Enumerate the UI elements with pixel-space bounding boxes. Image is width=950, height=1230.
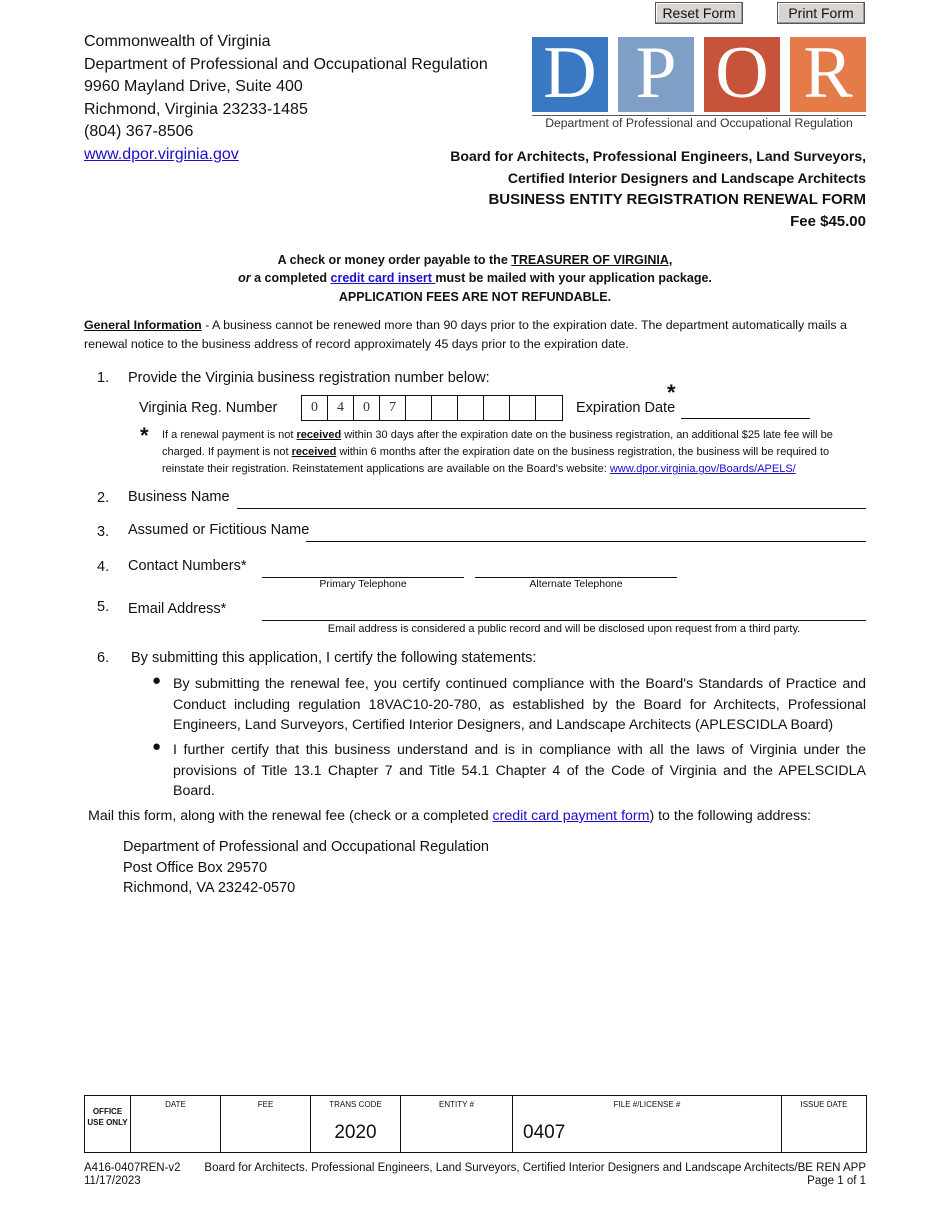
office-entity-cell: ENTITY # (401, 1096, 513, 1153)
treasurer-text: TREASURER OF VIRGINIA, (511, 253, 673, 267)
fictitious-name-field[interactable] (306, 541, 866, 542)
logo-caption: Department of Professional and Occupational Regulation (545, 116, 853, 130)
payment-line-1: A check or money order payable to the TREASURER OF VIRGINIA, (277, 253, 673, 267)
email-address-label: Email Address* (128, 601, 227, 617)
item-2-number: 2. (97, 490, 110, 506)
asterisk-icon: * (667, 380, 676, 405)
address-line-2: Department of Professional and Occupational Regulation (84, 55, 488, 73)
reg-digit-box[interactable] (484, 396, 510, 420)
mailing-address-line-2: Post Office Box 29570 (123, 859, 268, 876)
mailing-address (123, 837, 489, 899)
office-use-table (84, 1095, 867, 1153)
general-info-title: General Information (84, 318, 202, 332)
reg-digit-box[interactable] (432, 396, 458, 420)
business-name-field[interactable] (237, 508, 866, 509)
footer-board: Board for Architects. Professional Engineers, Land Surveyors, Certified Interior Designers and Landscape Architects/BE REN APP Page 1 of 1 (204, 1162, 866, 1187)
address-line-4: Richmond, Virginia 23233-1485 (84, 100, 308, 118)
board-line-2: Certified Interior Designers and Landscape Architects (507, 170, 866, 186)
item-6-text: By submitting this application, I certify the following statements: (131, 650, 537, 666)
reg-digit-box[interactable] (458, 396, 484, 420)
mailing-address-line-1: Department of Professional and Occupational Regulation (123, 839, 489, 855)
contact-numbers-label: Contact Numbers* (128, 558, 247, 574)
bullet-dot: ● (152, 738, 162, 755)
item-1-text: Provide the Virginia business registration number below: (128, 370, 490, 386)
website-link[interactable]: www.dpor.virginia.gov (84, 145, 239, 163)
form-title: BUSINESS ENTITY REGISTRATION RENEWAL FORM (488, 191, 866, 208)
office-trans-code-cell: TRANS CODE 2020 (311, 1096, 401, 1153)
office-date-cell: DATE (131, 1096, 221, 1153)
address-line-1: Commonwealth of Virginia (84, 33, 271, 50)
footer-page: Page 1 of 1 (807, 1175, 866, 1187)
logo-letter-p: P (635, 37, 677, 114)
late-fee-note: If a renewal payment is not received within 30 days after the expiration date on the business registration, an additional $25 late fee will be charged. If payment is not received within 6 months after the expiration date on the business registration, the business will be required to reinstate their registration. Reinstatement applications are available on the Board's website: www.dpor.virginia.gov/Boards/APELS/ (162, 429, 833, 475)
reset-form-button[interactable]: Reset Form (655, 2, 743, 24)
expiration-date-field[interactable] (681, 418, 810, 419)
address-phone: (804) 367-8506 (84, 123, 194, 141)
print-form-button[interactable]: Print Form (777, 2, 865, 24)
payment-line-3: APPLICATION FEES ARE NOT REFUNDABLE. (338, 290, 612, 304)
alternate-telephone-caption: Alternate Telephone (529, 578, 623, 590)
reg-number-boxes[interactable] (301, 395, 563, 421)
email-public-record-note: Email address is considered a public record and will be disclosed upon request from a third party. (327, 623, 801, 635)
office-file-cell: FILE #/LICENSE # 0407 (513, 1096, 782, 1153)
mail-instructions: Mail this form, along with the renewal fee (check or a completed credit card payment form) to the following address: (88, 808, 812, 824)
logo-letter-o: O (715, 37, 769, 114)
logo-letter-d: D (543, 37, 597, 114)
fictitious-name-label: Assumed or Fictitious Name (128, 522, 310, 538)
reg-digit-box[interactable]: 0 (354, 396, 380, 420)
reg-digit-box[interactable]: 7 (380, 396, 406, 420)
credit-card-payment-form-link[interactable]: credit card payment form (492, 808, 650, 824)
reg-digit-box[interactable]: 4 (328, 396, 354, 420)
footer-date: 11/17/2023 (84, 1175, 141, 1187)
office-fee-cell: FEE (221, 1096, 311, 1153)
agency-address (84, 31, 488, 167)
footer-form-id: A416-0407REN-v2 11/17/2023 (84, 1162, 181, 1187)
mailing-address-line-3: Richmond, VA 23242-0570 (123, 880, 296, 896)
logo-letter-r: R (803, 37, 853, 114)
apels-board-link[interactable]: www.dpor.virginia.gov/Boards/APELS/ (609, 463, 796, 475)
reg-number-label: Virginia Reg. Number (139, 400, 278, 416)
reg-digit-box[interactable]: 0 (302, 396, 328, 420)
board-line-1: Board for Architects, Professional Engineers, Land Surveyors, (450, 148, 866, 164)
form-fee: Fee $45.00 (790, 213, 866, 230)
bullet-dot: ● (152, 672, 162, 689)
item-4-number: 4. (97, 559, 110, 575)
office-issue-date-cell: ISSUE DATE (782, 1096, 867, 1153)
business-name-label: Business Name (128, 489, 230, 505)
credit-card-insert-link[interactable]: credit card insert (330, 271, 436, 285)
expiration-date-label: Expiration Date (576, 400, 676, 416)
dpor-logo (532, 37, 866, 132)
item-3-number: 3. (97, 524, 110, 540)
file-license-value: 0407 (523, 1122, 566, 1143)
reg-digit-box[interactable] (536, 396, 562, 420)
item-6-number: 6. (97, 650, 110, 666)
office-use-label-cell (85, 1096, 131, 1153)
reg-digit-box[interactable] (406, 396, 432, 420)
item-5-number: 5. (97, 599, 110, 615)
note-asterisk-icon: * (140, 423, 149, 448)
email-address-field[interactable] (262, 620, 866, 621)
reg-digit-box[interactable] (510, 396, 536, 420)
payment-line-2: or a completed credit card insert must be mailed with your application package. (238, 271, 712, 285)
general-information: General Information - A business cannot be renewed more than 90 days prior to the expiration date. The department automatically mails a renewal notice to the business address of record approximately 45 days prior to the expiration date. (84, 318, 847, 351)
certification-statement-1: By submitting the renewal fee, you certify continued compliance with the Board's Standards of Practice and Conduct including regulation 18VAC10-20-780, as established by the Board for Architects, Professional Engineers, Land Surveyors, Certified Interior Designers, and Landscape Architects (APLESCIDLA Board) (173, 676, 866, 733)
primary-telephone-caption: Primary Telephone (319, 578, 407, 590)
address-line-3: 9960 Mayland Drive, Suite 400 (84, 78, 303, 96)
office-use-label: OFFICE USE ONLY (87, 1107, 128, 1127)
certification-statement-2: I further certify that this business understand and is in compliance with all the laws of Virginia under the provisions of Title 13.1 Chapter 7 and Title 54.1 Chapter 4 of the Code of Virginia and the APELSCIDLA Board. (173, 742, 866, 799)
trans-code-value: 2020 (334, 1122, 377, 1143)
item-1-number: 1. (97, 370, 110, 386)
